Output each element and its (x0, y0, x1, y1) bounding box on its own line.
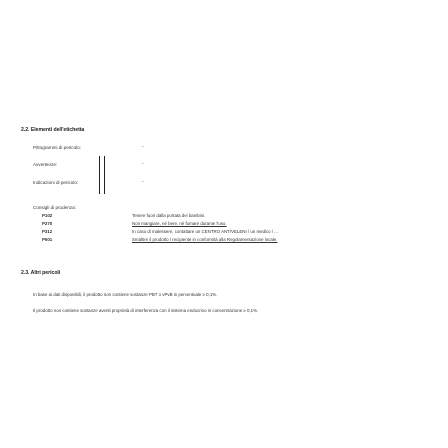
precaution-text: In caso di malessere, contattare un CENTRO ANTIVELENI / un medico / ... (132, 229, 278, 234)
margin-bar-left (99, 156, 100, 194)
precaution-code: P102 (42, 213, 53, 218)
pictograms-value: - (142, 144, 144, 150)
precaution-text: Non mangiare, né bere, né fumare durante l'uso. (132, 221, 227, 226)
hazard-statements-label: Indicazioni di pericolo: (33, 180, 79, 185)
pictograms-label: Pittogrammi di pericolo: (33, 145, 81, 150)
warnings-label: Avvertenze: (33, 162, 58, 167)
precaution-code: P501 (42, 237, 53, 242)
precaution-code: P312 (42, 229, 53, 234)
section-2-3-title: 2.3. Altri pericoli (21, 270, 61, 276)
precaution-code: P270 (42, 221, 53, 226)
warnings-value: - (142, 161, 144, 167)
endocrine-paragraph: Il prodotto non contiene sostanze aventi proprietà di interferenza con il sistema endocrino in concentrazione ≥ 0,1%. (33, 308, 259, 313)
precaution-text: Tenere fuori dalla portata dei bambini. (132, 213, 206, 218)
precautionary-label: Consigli di prudenza: (33, 205, 76, 210)
hazard-statements-value: - (142, 179, 144, 185)
other-hazards-paragraph: In base ai dati disponibili, il prodotto non contiene sostanze PBT o vPvB in percentuale ≥ 0,1%. (33, 292, 218, 297)
section-2-2-title: 2.2. Elementi dell'etichetta (21, 127, 85, 133)
margin-bar-right (104, 156, 105, 194)
precaution-text: Smaltire il prodotto / recipiente in conformità alla Regolamentazione locale. (132, 237, 278, 242)
